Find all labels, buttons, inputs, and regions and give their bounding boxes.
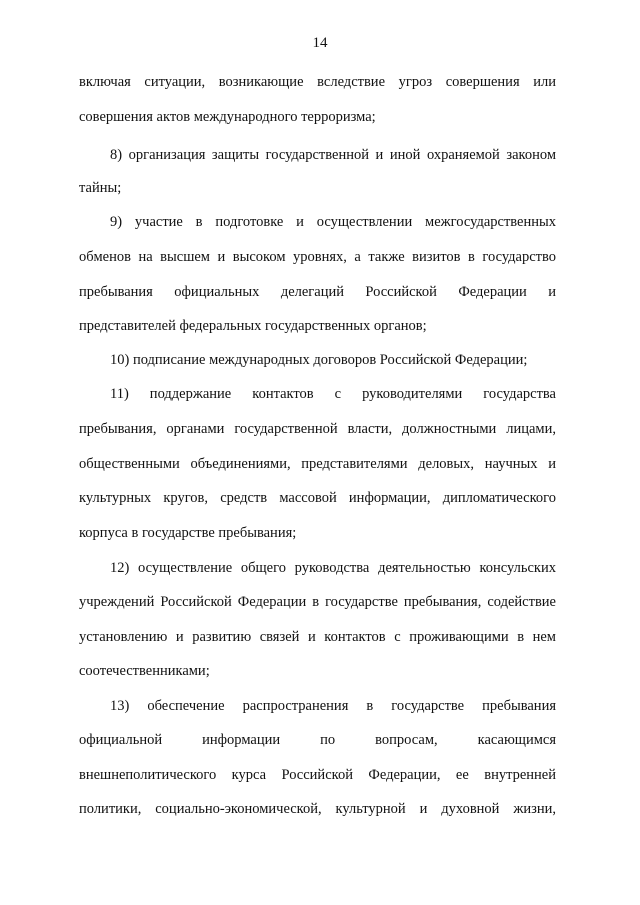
text-line: культурных кругов, средств массовой информации, дипломатического (79, 490, 556, 506)
text-line: установлению и развитию связей и контактов с проживающими в нем (79, 629, 556, 645)
text-line: учреждений Российской Федерации в государстве пребывания, содействие (79, 594, 556, 610)
text-line: политики, социально-экономической, культурной и духовной жизни, (79, 801, 556, 817)
text-line: официальной информации по вопросам, касающимся (79, 732, 556, 748)
text-line: включая ситуации, возникающие вследствие угроз совершения или (79, 74, 556, 90)
text-line: пребывания официальных делегаций Российской Федерации и (79, 284, 556, 300)
text-line: соотечественниками; (79, 663, 210, 679)
text-line: общественными объединениями, представителями деловых, научных и (79, 456, 556, 472)
text-line: обменов на высшем и высоком уровнях, а также визитов в государство (79, 249, 556, 265)
text-line: представителей федеральных государственных органов; (79, 318, 427, 334)
paragraph-first-line: 11) поддержание контактов с руководителями государства (110, 386, 556, 402)
paragraph-first-line: 10) подписание международных договоров Российской Федерации; (110, 352, 528, 368)
paragraph-first-line: 13) обеспечение распространения в государстве пребывания (110, 698, 556, 714)
text-line: совершения актов международного терроризма; (79, 109, 376, 125)
paragraph-first-line: 9) участие в подготовке и осуществлении межгосударственных (110, 214, 556, 230)
text-line: корпуса в государстве пребывания; (79, 525, 297, 541)
page-number: 14 (312, 35, 328, 51)
text-line: пребывания, органами государственной власти, должностными лицами, (79, 421, 556, 437)
paragraph-first-line: 12) осуществление общего руководства деятельностью консульских (110, 560, 556, 576)
text-line: внешнеполитического курса Российской Федерации, ее внутренней (79, 767, 556, 783)
paragraph-first-line: 8) организация защиты государственной и иной охраняемой законом (110, 147, 556, 163)
text-line: тайны; (79, 180, 122, 196)
